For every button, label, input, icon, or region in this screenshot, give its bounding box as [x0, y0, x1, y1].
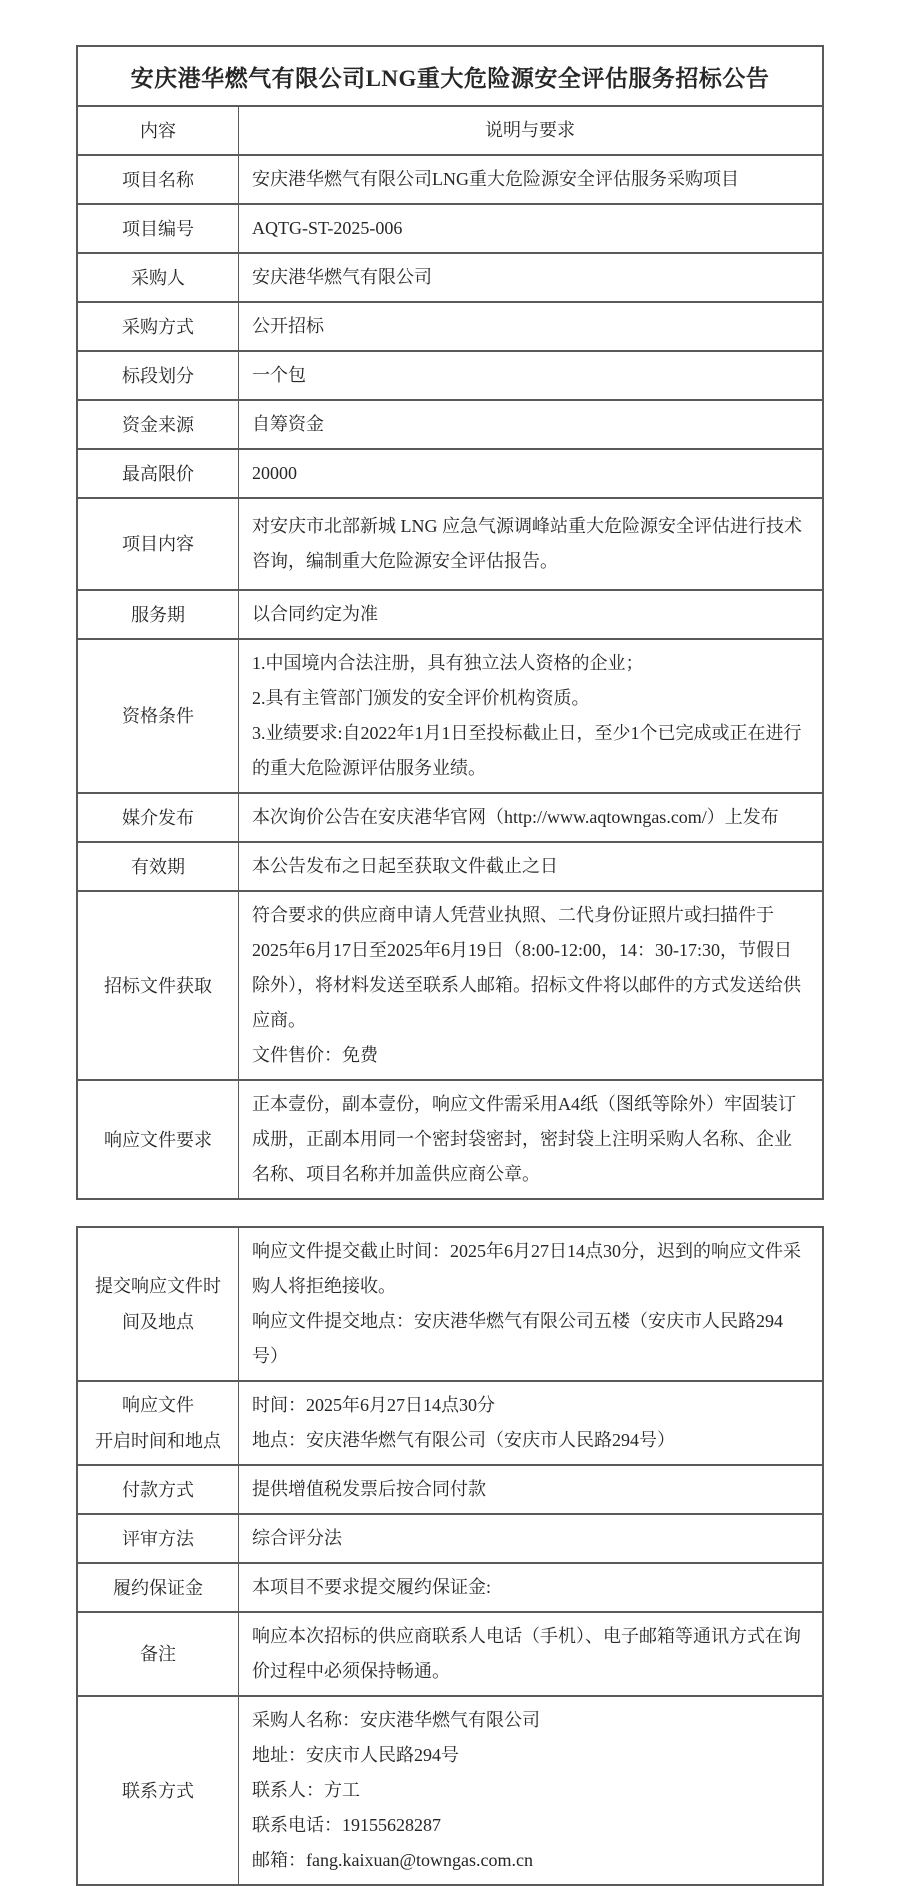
row-value: 响应本次招标的供应商联系人电话（手机）、电子邮箱等通讯方式在询价过程中必须保持畅通。 [252, 1626, 801, 1681]
row-value-cell [239, 450, 822, 497]
row-value-cell [239, 1081, 822, 1198]
row-value-cell [239, 843, 822, 890]
row-value-cell [239, 1697, 822, 1884]
row-label-cell [78, 1697, 239, 1884]
row-value: 本次询价公告在安庆港华官网（http://www.aqtowngas.com/）上发布 [252, 807, 779, 827]
row-label-cell [78, 205, 239, 252]
row-evaluation-method [78, 1513, 822, 1562]
row-value-line: 2.具有主管部门颁发的安全评价机构资质。 [252, 688, 590, 708]
row-validity-period [78, 841, 822, 890]
document-title-row [78, 47, 822, 105]
row-label-cell [78, 892, 239, 1079]
row-label: 联系方式 [122, 1780, 194, 1801]
row-value-cell [239, 591, 822, 638]
row-qualification [78, 638, 822, 792]
row-label: 标段划分 [122, 365, 194, 386]
row-value-line: 文件售价：免费 [252, 1045, 378, 1065]
row-label-cell [78, 640, 239, 792]
row-value-line: 地点：安庆港华燃气有限公司（安庆市人民路294号） [252, 1430, 675, 1450]
row-label: 资格条件 [122, 706, 194, 726]
row-label-cell [78, 794, 239, 841]
row-contact-info [78, 1695, 822, 1884]
row-value: 20000 [252, 463, 297, 483]
row-label-cell [78, 1228, 239, 1380]
table-header-row [78, 105, 822, 154]
row-value-cell [239, 892, 822, 1079]
row-label-cell [78, 1382, 239, 1464]
row-opening-time-place [78, 1380, 822, 1464]
row-label-cell [78, 1466, 239, 1513]
row-label-cell [78, 1515, 239, 1562]
header-description-cell [239, 107, 822, 154]
row-submission-time-place [78, 1228, 822, 1380]
row-value: 以合同约定为准 [252, 604, 378, 624]
row-value-cell [239, 640, 822, 792]
row-label-cell [78, 1613, 239, 1695]
row-value: 公开招标 [252, 316, 324, 336]
contact-email: 邮箱：fang.kaixuan@towngas.com.cn [252, 1850, 534, 1870]
row-performance-bond [78, 1562, 822, 1611]
row-label-cell [78, 450, 239, 497]
row-remarks [78, 1611, 822, 1695]
row-document-acquisition [78, 890, 822, 1079]
row-value-line: 响应文件提交地点：安庆港华燃气有限公司五楼（安庆市人民路294号） [252, 1311, 783, 1366]
row-label-cell [78, 499, 239, 589]
row-project-number [78, 203, 822, 252]
row-label: 招标文件获取 [104, 975, 212, 996]
row-label: 付款方式 [122, 1479, 194, 1500]
row-label: 资金来源 [122, 414, 194, 435]
row-value: 本公告发布之日起至获取文件截止之日 [252, 856, 558, 876]
row-label-line: 开启时间和地点 [95, 1431, 221, 1451]
row-value-cell [239, 1564, 822, 1611]
row-value-cell [239, 499, 822, 589]
row-value-line: 响应文件提交截止时间：2025年6月27日14点30分，迟到的响应文件采购人将拒绝接收。 [252, 1241, 801, 1296]
row-label-cell [78, 303, 239, 350]
row-media-release [78, 792, 822, 841]
row-label: 评审方法 [122, 1528, 194, 1549]
row-label: 履约保证金 [113, 1577, 203, 1598]
row-value-line: 符合要求的供应商申请人凭营业执照、二代身份证照片或扫描件于2025年6月17日至2025年6月19日（8:00-12:00，14：30-17:30，节假日除外），将材料发送至联系人邮箱。招标文件将以邮件的方式发送给供应商。 [252, 905, 801, 1030]
row-project-content [78, 497, 822, 589]
row-value: 提供增值税发票后按合同付款 [252, 1479, 486, 1499]
row-label: 采购方式 [122, 316, 194, 337]
row-label: 响应文件要求 [104, 1129, 212, 1150]
row-label: 最高限价 [122, 463, 194, 484]
row-label: 媒介发布 [122, 807, 194, 828]
row-value: 综合评分法 [252, 1528, 342, 1548]
header-content-cell [78, 107, 239, 154]
row-label-cell [78, 1081, 239, 1198]
row-label-line: 响应文件 [122, 1395, 194, 1415]
row-label: 服务期 [131, 604, 185, 625]
row-value-cell [239, 401, 822, 448]
row-value: AQTG-ST-2025-006 [252, 218, 403, 238]
row-funding-source [78, 399, 822, 448]
row-value-cell [239, 156, 822, 203]
row-value-line: 1.中国境内合法注册，具有独立法人资格的企业； [252, 653, 644, 673]
row-label-cell [78, 352, 239, 399]
row-label: 项目编号 [122, 218, 194, 239]
row-value: 一个包 [252, 365, 306, 385]
row-value: 自筹资金 [252, 414, 324, 434]
row-value: 对安庆市北部新城 LNG 应急气源调峰站重大危险源安全评估进行技术咨询，编制重大危险源安全评估报告。 [252, 516, 802, 571]
row-service-period [78, 589, 822, 638]
row-label: 备注 [140, 1644, 176, 1664]
row-value-cell [239, 205, 822, 252]
row-label: 项目内容 [122, 534, 194, 554]
tender-notice-document [76, 45, 824, 1886]
row-label-cell [78, 843, 239, 890]
row-project-name [78, 154, 822, 203]
contact-purchaser-name: 采购人名称：安庆港华燃气有限公司 [252, 1710, 540, 1730]
row-value-cell [239, 254, 822, 301]
row-purchaser [78, 252, 822, 301]
row-label-cell [78, 591, 239, 638]
row-value: 安庆港华燃气有限公司LNG重大危险源安全评估服务采购项目 [252, 169, 739, 189]
row-value-cell [239, 1613, 822, 1695]
row-label: 项目名称 [122, 169, 194, 190]
row-label-cell [78, 401, 239, 448]
row-value-cell [239, 303, 822, 350]
row-max-price [78, 448, 822, 497]
row-value-cell [239, 1228, 822, 1380]
row-value-cell [239, 1382, 822, 1464]
contact-person: 联系人：方工 [252, 1780, 360, 1800]
row-label: 提交响应文件时间及地点 [95, 1276, 221, 1332]
row-value: 本项目不要求提交履约保证金: [252, 1577, 491, 1597]
row-value: 安庆港华燃气有限公司 [252, 267, 432, 287]
row-response-doc-requirements [78, 1079, 822, 1198]
document-title: 安庆港华燃气有限公司LNG重大危险源安全评估服务招标公告 [130, 65, 770, 91]
contact-phone: 联系电话：19155628287 [252, 1815, 441, 1835]
row-value-line: 时间：2025年6月27日14点30分 [252, 1395, 495, 1415]
notice-table-secondary [76, 1226, 824, 1886]
header-content-label: 内容 [140, 120, 176, 141]
row-label-cell [78, 1564, 239, 1611]
row-label-cell [78, 156, 239, 203]
row-value-cell [239, 1515, 822, 1562]
row-value-line: 3.业绩要求:自2022年1月1日至投标截止日，至少1个已完成或正在进行的重大危险源评估服务业绩。 [252, 723, 802, 778]
row-value: 正本壹份，副本壹份，响应文件需采用A4纸（图纸等除外）牢固装订成册，正副本用同一个密封袋密封，密封袋上注明采购人名称、企业名称、项目名称并加盖供应商公章。 [252, 1094, 796, 1184]
row-label: 采购人 [131, 267, 185, 288]
row-label-cell [78, 254, 239, 301]
notice-table-main [76, 45, 824, 1200]
row-label: 有效期 [131, 856, 185, 877]
header-description-label: 说明与要求 [485, 120, 575, 140]
row-value-cell [239, 1466, 822, 1513]
row-lot-division [78, 350, 822, 399]
row-value-cell [239, 352, 822, 399]
row-value-cell [239, 794, 822, 841]
contact-address: 地址：安庆市人民路294号 [252, 1745, 459, 1765]
row-procurement-method [78, 301, 822, 350]
row-payment-method [78, 1464, 822, 1513]
